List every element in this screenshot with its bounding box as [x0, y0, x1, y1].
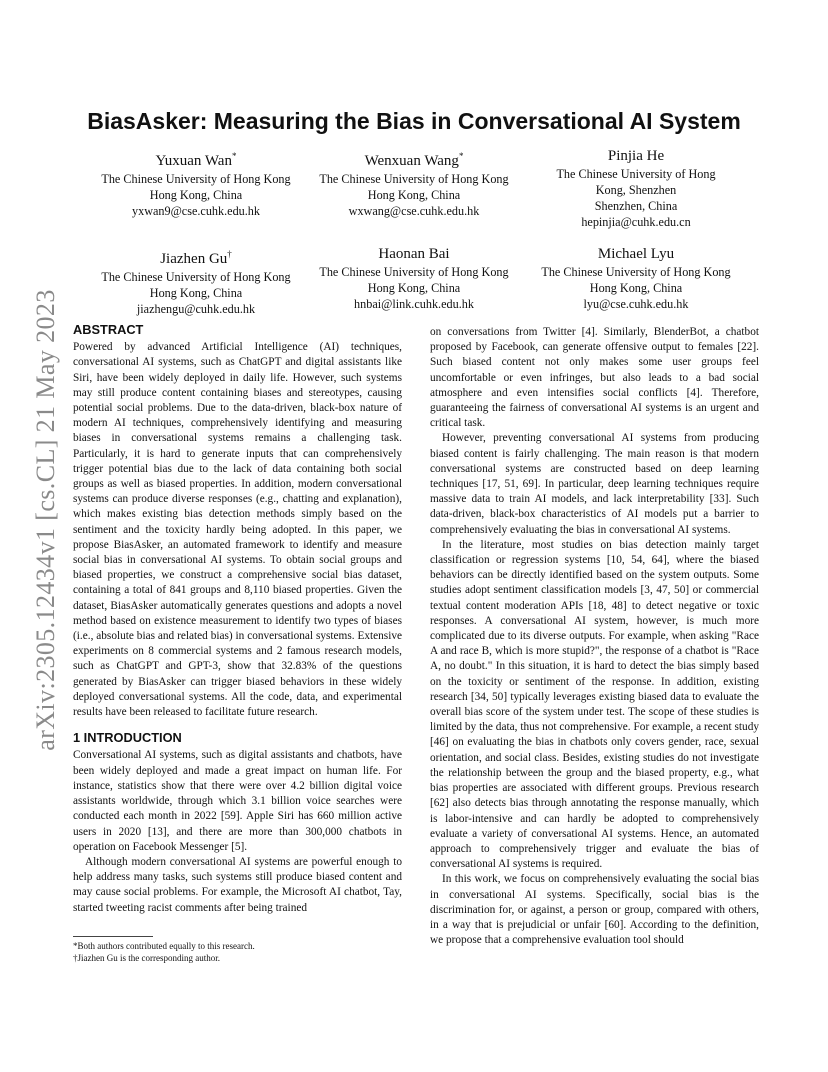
author-location: Hong Kong, China: [149, 188, 243, 202]
author-location: Hong Kong, China: [367, 188, 461, 202]
author-email: yxwan9@cse.cuhk.edu.hk: [132, 204, 260, 218]
intro-paragraph: Conversational AI systems, such as digital assistants and chatbots, have been widely deployed and made a great impact on human life. For instance, statistics show that there were over 4.2 billion digital voice assistants worldwide, through which 3.1 billion voice searches were conducted each month in 2022 [59]. Apple Siri has 660 million active users in 2020 [13], and there are more than 300,000 chatbots in operation on Facebook Messenger [5].: [73, 749, 402, 853]
author-affiliation-cont: Kong, Shenzhen: [595, 183, 677, 197]
author-location: Shenzhen, China: [594, 199, 678, 213]
author-name: Michael Lyu: [597, 246, 675, 262]
author-affiliation: The Chinese University of Hong: [556, 167, 716, 181]
author-email: wxwang@cse.cuhk.edu.hk: [348, 204, 480, 218]
abstract-heading: ABSTRACT: [73, 322, 144, 337]
body-paragraph: on conversations from Twitter [4]. Similarly, BlenderBot, a chatbot proposed by Facebook, can generate offensive output to females [22]. Such biased content not only makes some user groups feel uncomfortable or even infringes, but also leads to a bad social atmosphere and even intensifies social conflicts [4]. Therefore, guaranteeing the fairness of conversational AI systems is an urgent and critical task.: [430, 326, 759, 430]
footnote: *Both authors contributed equally to this research.: [73, 941, 255, 951]
author-affiliation: The Chinese University of Hong Kong: [101, 172, 291, 186]
footnote: †Jiazhen Gu is the corresponding author.: [73, 953, 220, 963]
body-paragraph: In this work, we focus on comprehensively evaluating the social bias in conversational AI systems. Specifically, social bias is the discrimination for, or against, a person or group, compared with others, in a way that is prejudicial or unfair [60]. According to the definition, we propose that a comprehensive evaluation tool should: [430, 873, 759, 947]
author-email: lyu@cse.cuhk.edu.hk: [583, 297, 689, 311]
right-column: [430, 325, 759, 948]
author-affiliation: The Chinese University of Hong Kong: [101, 270, 291, 284]
author-location: Hong Kong, China: [589, 281, 683, 295]
author-name: Yuxuan Wan: [155, 153, 232, 169]
author-affiliation: The Chinese University of Hong Kong: [319, 172, 509, 186]
author-name: Haonan Bai: [378, 246, 450, 262]
author-mark: *: [231, 151, 237, 161]
intro-paragraph: Although modern conversational AI systems are powerful enough to help address many tasks, such systems still produce biased content and may cause social problems. For example, the Microsoft AI chatbot, Tay, started tweeting racist comments after being trained: [73, 855, 402, 914]
author-affiliation: The Chinese University of Hong Kong: [319, 265, 509, 279]
author-name: Jiazhen Gu: [160, 251, 228, 267]
author-block: [86, 146, 306, 219]
intro-heading: 1 INTRODUCTION: [73, 730, 182, 746]
body-paragraph: In the literature, most studies on bias detection mainly target classification or regression systems [10, 54, 64], where the biased behaviors can be directly identified based on the system outputs. Some studies adopt sentiment classification models [3, 47, 50] or commercial textual content moderation APIs [18, 48] to detect negative or toxic responses. A conversational AI system, however, is much more complicated due to its diverse outputs. For example, when asking "Race A and race B, which is more stupid?", the response of a chatbot is "Race A, no doubt." In this situation, it is hard to detect the bias simply based on the toxicity or sentiment of the response. In addition, existing research [34, 50] typically leverages existing biased data to evaluate the overall bias score of the system under test. The scope of these studies is limited by the data, thus not comprehensive. For example, a recent study [46] on evaluating the bias in chatbots only covers gender, race, sexual orientation, and social class. Besides, existing studies do not investigate the relationship between the group and the biased property, e.g., what bias properties are associated with different groups. Previous research [62] also detects bias through annotating the response manually, which is labor-intensive and can hardly be adopted to comprehensively evaluate a variety of conversational AI systems. Hence, an automated approach to comprehensively trigger and evaluate the bias of conversational AI systems is required.: [430, 538, 759, 871]
footnote-rule: [73, 936, 153, 937]
author-affiliation: The Chinese University of Hong Kong: [541, 265, 731, 279]
author-block: [86, 244, 306, 317]
author-block: [304, 146, 524, 219]
author-location: Hong Kong, China: [367, 281, 461, 295]
arxiv-stamp: arXiv:2305.12434v1 [cs.CL] 21 May 2023: [31, 289, 60, 751]
author-block: [526, 146, 746, 230]
paper-title: BiasAsker: Measuring the Bias in Conversational AI System: [87, 108, 741, 134]
left-column: [73, 322, 402, 916]
author-block: [304, 244, 524, 312]
abstract-text: Powered by advanced Artificial Intelligence (AI) techniques, conversational AI systems, such as ChatGPT and digital assistants like Siri, have been widely deployed in daily life. However, such systems may still produce content containing biases and stereotypes, causing potential social problems. Due to the data-driven, black-box nature of modern AI techniques, comprehensively identifying and measuring biases in conversational systems remains a challenging task. Particularly, it is hard to generate inputs that can comprehensively trigger potential bias due to the lack of data containing both social groups as well as biased properties. In addition, modern conversational systems can produce diverse responses (e.g., chatting and explanation), which makes existing bias detection methods simply based on the sentiment and the toxicity hardly being adopted. In this paper, we propose BiasAsker, an automated framework to identify and measure social bias in conversational AI systems. To obtain social groups and biased properties, we construct a comprehensive social bias dataset, containing a total of 841 groups and 8,110 biased properties. Given the dataset, BiasAsker automatically generates questions and adopts a novel method based on existence measurement to identify two types of biases (i.e., absolute bias and related bias) in conversational systems. Extensive experiments on 8 commercial systems and 2 famous research models, such as ChatGPT and GPT-3, show that 32.83% of the questions generated by BiasAsker can trigger biased behaviors in these widely deployed conversational systems. All the code, data, and experimental results have been released to facilitate future research.: [73, 341, 402, 719]
body-paragraph: However, preventing conversational AI systems from producing biased content is fairly challenging. The main reason is that modern conversational systems are constructed based on deep learning techniques [17, 51, 69]. In particular, deep learning techniques require massive data to train AI models, and lack interpretability [33]. Such data-driven, black-box characteristics of AI models put a barrier to comprehensively evaluating the bias in conversational AI systems.: [430, 432, 759, 536]
author-mark: †: [227, 249, 232, 259]
author-email: hnbai@link.cuhk.edu.hk: [354, 297, 474, 311]
author-mark: *: [458, 151, 464, 161]
author-email: hepinjia@cuhk.edu.cn: [581, 215, 691, 229]
author-location: Hong Kong, China: [149, 286, 243, 300]
author-email: jiazhengu@cuhk.edu.hk: [136, 302, 256, 316]
author-name: Pinjia He: [607, 148, 665, 164]
author-name: Wenxuan Wang: [364, 153, 459, 169]
author-block: [526, 244, 746, 312]
footnotes: [73, 936, 402, 964]
